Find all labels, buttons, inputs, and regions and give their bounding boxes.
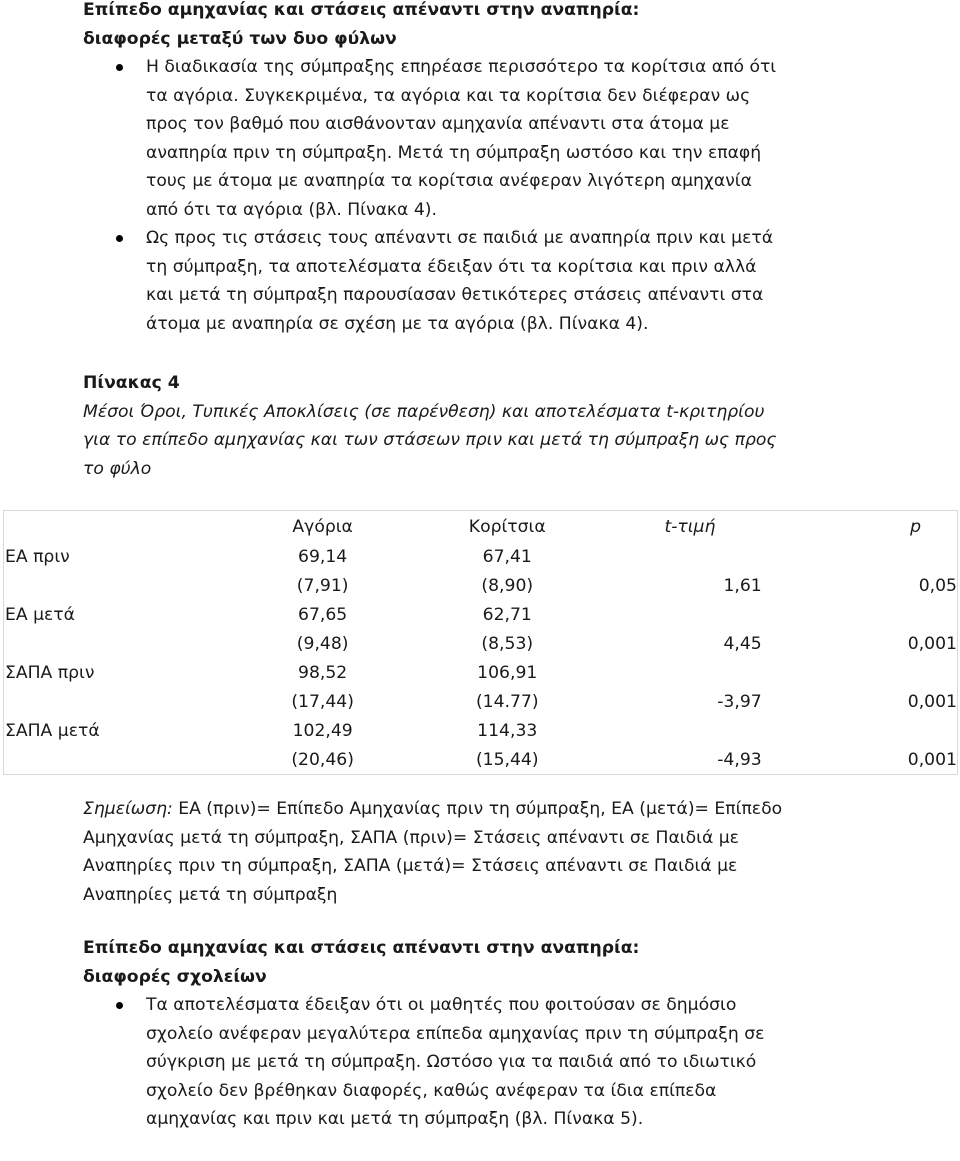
section-heading-line-2: διαφορές μεταξύ των δυο φύλων xyxy=(83,28,397,49)
girls-mean: 106,91 xyxy=(477,662,538,683)
boys-mean: 67,65 xyxy=(298,604,348,625)
table-header-row xyxy=(4,511,958,543)
p-value: 0,001 xyxy=(907,691,957,712)
girls-sd: (8,90) xyxy=(481,575,534,596)
t-value: 4,45 xyxy=(723,633,762,654)
table-caption: Μέσοι Όροι, Τυπικές Αποκλίσεις (σε παρένθεση) και αποτελέσματα t-κριτηρίου για το επίπεδο αμηχανίας και των στάσεων πριν και μετά τη σύμπραξη ως προς το φύλο xyxy=(83,401,777,479)
boys-sd: (7,91) xyxy=(296,575,349,596)
boys-mean: 98,52 xyxy=(298,662,348,683)
section-heading xyxy=(83,934,883,991)
p-value: 0,05 xyxy=(918,575,957,596)
bullet-icon xyxy=(116,1002,123,1009)
girls-sd: (8,53) xyxy=(481,633,534,654)
table-row xyxy=(4,687,958,716)
bullet-icon xyxy=(116,235,123,242)
table-row xyxy=(4,745,958,775)
t-value: -3,97 xyxy=(717,691,762,712)
section-heading xyxy=(83,0,883,53)
header-empty xyxy=(4,511,233,543)
bullet-icon xyxy=(116,64,123,71)
list-item xyxy=(83,224,788,338)
t-value: -4,93 xyxy=(717,749,762,770)
note-text: ΕΑ (πριν)= Επίπεδο Αμηχανίας πριν τη σύμπραξη, ΕΑ (μετά)= Επίπεδο Αμηχανίας μετά τη σύμπραξη, ΣΑΠΑ (πριν)= Στάσεις απέναντι σε Παιδιά με Αναπηρίες πριν τη σύμπραξη, ΣΑΠΑ (μετά)= Στάσεις απέναντι σε Παιδιά με Αναπηρίες μετά τη σύμπραξη xyxy=(83,799,783,905)
row-label: ΣΑΠΑ πριν xyxy=(5,662,95,683)
boys-mean: 69,14 xyxy=(298,546,348,567)
section-school-differences xyxy=(83,934,883,1134)
bullet-text: Ως προς τις στάσεις τους απέναντι σε παιδιά με αναπηρία πριν και μετά τη σύμπραξη, τα αποτελέσματα έδειξαν ότι τα κορίτσια και πριν αλλά και μετά τη σύμπραξη παρουσίασαν θετικότερες στάσεις απέναντι στα άτομα με αναπηρία σε σχέση με τα αγόρια (βλ. Πίνακα 4). xyxy=(146,228,774,334)
section-gender-differences xyxy=(83,0,883,338)
section-heading-line-2: διαφορές σχολείων xyxy=(83,966,267,987)
bullet-text: Η διαδικασία της σύμπραξης επηρέασε περισσότερο τα κορίτσια από ότι τα αγόρια. Συγκεκριμένα, τα αγόρια και τα κορίτσια δεν διέφεραν ως προς τον βαθμό που αισθάνονταν αμηχανία απέναντι στα άτομα με αναπηρία πριν τη σύμπραξη. Μετά τη σύμπραξη ωστόσο και την επαφή τους με άτομα με αναπηρία τα κορίτσια ανέφεραν λιγότερη αμηχανία από ότι τα αγόρια (βλ. Πίνακα 4). xyxy=(146,57,777,220)
header-p-value: p xyxy=(910,516,921,537)
row-label: ΣΑΠΑ μετά xyxy=(5,720,100,741)
table-row xyxy=(4,658,958,687)
boys-sd: (20,46) xyxy=(291,749,354,770)
table-label: Πίνακας 4 xyxy=(83,373,180,393)
girls-sd: (15,44) xyxy=(475,749,539,770)
p-value: 0,001 xyxy=(907,749,957,770)
table-row xyxy=(4,571,958,600)
header-t-value: t-τιμή xyxy=(664,516,716,537)
table-row xyxy=(4,629,958,658)
table-note xyxy=(83,795,813,909)
table-row xyxy=(4,542,958,571)
row-label: ΕΑ μετά xyxy=(5,604,75,625)
girls-mean: 114,33 xyxy=(477,720,538,741)
girls-mean: 67,41 xyxy=(482,546,532,567)
table-row xyxy=(4,600,958,629)
boys-mean: 102,49 xyxy=(292,720,353,741)
list-item xyxy=(83,991,808,1134)
t-value: 1,61 xyxy=(723,575,762,596)
boys-sd: (17,44) xyxy=(291,691,354,712)
p-value: 0,001 xyxy=(907,633,957,654)
header-girls: Κορίτσια xyxy=(468,516,546,537)
bullet-text: Τα αποτελέσματα έδειξαν ότι οι μαθητές που φοιτούσαν σε δημόσιο σχολείο ανέφεραν μεγαλύτερα επίπεδα αμηχανίας πριν τη σύμπραξη σε σύγκριση με μετά τη σύμπραξη. Ωστόσο για τα παιδιά από το ιδιωτικό σχολείο δεν βρέθηκαν διαφορές, καθώς ανέφεραν τα ίδια επίπεδα αμηχανίας και πριν και μετά τη σύμπραξη (βλ. Πίνακα 5). xyxy=(146,995,765,1129)
table-row xyxy=(4,716,958,745)
row-label: ΕΑ πριν xyxy=(5,546,70,567)
girls-mean: 62,71 xyxy=(482,604,532,625)
note-label: Σημείωση: xyxy=(83,799,173,819)
results-table xyxy=(3,510,958,775)
boys-sd: (9,48) xyxy=(296,633,349,654)
girls-sd: (14.77) xyxy=(475,691,539,712)
table-heading xyxy=(83,369,783,483)
section-heading-line-1: Επίπεδο αμηχανίας και στάσεις απέναντι στην αναπηρία: xyxy=(83,0,640,20)
list-item xyxy=(83,53,788,224)
bullet-list xyxy=(83,53,788,338)
bullet-list xyxy=(83,991,808,1134)
header-boys: Αγόρια xyxy=(292,516,353,537)
section-heading-line-1: Επίπεδο αμηχανίας και στάσεις απέναντι στην αναπηρία: xyxy=(83,938,640,958)
